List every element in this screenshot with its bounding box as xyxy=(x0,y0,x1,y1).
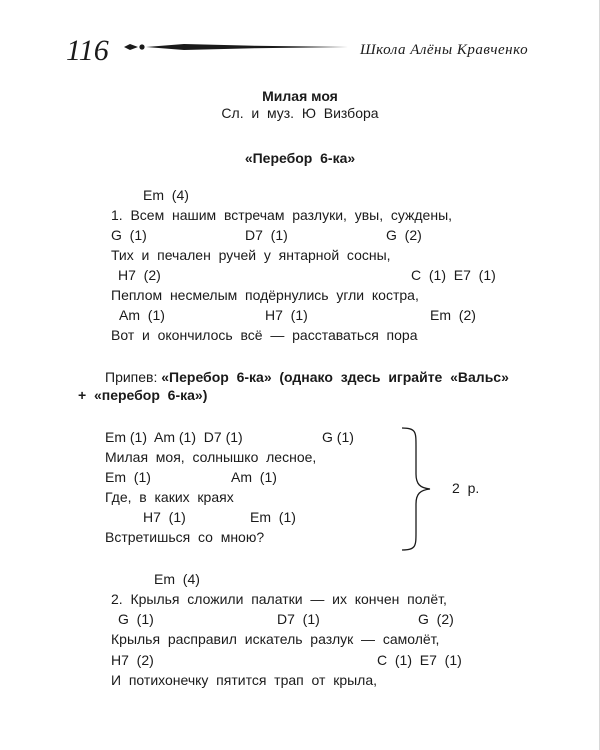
chord: H7 (2) xyxy=(111,652,154,668)
picking-pattern: «Перебор 6-ка» xyxy=(244,150,356,166)
pen-flourish-icon xyxy=(124,40,349,54)
chord: Em (1) xyxy=(105,469,151,485)
refrain-note xyxy=(105,368,509,386)
chord: C (1) E7 (1) xyxy=(377,652,462,668)
chord: G (2) xyxy=(418,611,454,627)
chord: G (1) xyxy=(111,227,147,243)
lyric-line: Где, в каких краях xyxy=(105,489,234,505)
chord: H7 (1) xyxy=(143,509,186,525)
chord: D7 (1) xyxy=(277,611,320,627)
chord: Am (1) xyxy=(231,469,277,485)
page-number: 116 xyxy=(66,34,109,67)
refrain-instruction: «Перебор 6-ка» (однако здесь играйте «Вальс» xyxy=(161,369,509,385)
chord: H7 (2) xyxy=(118,267,161,283)
song-title: Милая моя xyxy=(262,88,338,104)
chord: Am (1) xyxy=(119,307,165,323)
song-credits: Сл. и муз. Ю Визбора xyxy=(221,105,379,121)
chord: D7 (1) xyxy=(245,227,288,243)
chord: G (1) xyxy=(322,429,354,445)
lyric-line: Вот и окончилось всё — расставаться пора xyxy=(111,327,418,343)
chord: H7 (1) xyxy=(265,307,308,323)
lyric-line: Милая моя, солнышко лесное, xyxy=(105,449,317,465)
chord: Em (1) Am (1) D7 (1) xyxy=(105,429,243,445)
refrain-label: Припев: xyxy=(105,369,158,385)
lyric-line: 1. Всем нашим встречам разлуки, увы, суждены, xyxy=(111,207,453,223)
lyric-line: 2. Крылья сложили палатки — их кончен полёт, xyxy=(111,591,447,607)
chord: Em (4) xyxy=(143,187,189,203)
refrain-note-continued xyxy=(78,386,207,404)
repeat-count: 2 р. xyxy=(452,480,480,496)
chord: G (1) xyxy=(118,611,154,627)
refrain-instruction-continued: + «перебор 6-ка») xyxy=(78,387,208,403)
lyric-line: Крылья расправил искатель разлук — самолёт, xyxy=(111,631,440,647)
curly-brace-icon xyxy=(398,426,438,552)
lyric-line: И потихонечку пятится трап от крыла, xyxy=(111,672,378,688)
chord: Em (1) xyxy=(250,509,296,525)
header-title: Школа Алёны Кравченко xyxy=(360,42,529,58)
lyric-line: Пеплом несмелым подёрнулись угли костра, xyxy=(111,287,419,303)
chord: G (2) xyxy=(386,227,422,243)
lyric-line: Тих и печален ручей у янтарной сосны, xyxy=(111,247,391,263)
chord: Em (4) xyxy=(154,571,200,587)
chord: C (1) E7 (1) xyxy=(411,267,496,283)
lyric-line: Встретишься со мною? xyxy=(105,529,265,545)
chord: Em (2) xyxy=(430,307,476,323)
